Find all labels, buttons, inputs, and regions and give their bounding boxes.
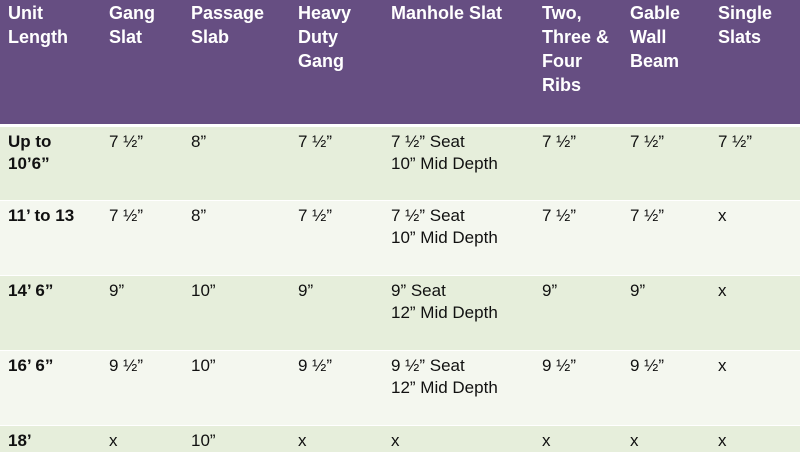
table-row <box>0 125 800 200</box>
table-cell: 10” <box>183 350 290 425</box>
header-ribs: Two, Three & Four Ribs <box>534 0 622 125</box>
header-single-slats: Single Slats <box>710 0 800 125</box>
header-unit-length: Unit Length <box>0 0 101 125</box>
header-gable-wall-beam: Gable Wall Beam <box>622 0 710 125</box>
table-body <box>0 125 800 452</box>
table-cell: 9 ½” <box>534 350 622 425</box>
row-label: 16’ 6” <box>0 350 101 425</box>
table-cell: 9” <box>290 275 383 350</box>
table-cell: 7 ½” <box>622 200 710 275</box>
table-cell: 7 ½” Seat 10” Mid Depth <box>383 200 534 275</box>
table-cell: 7 ½” <box>710 125 800 200</box>
table-cell: 7 ½” <box>534 125 622 200</box>
table-cell: 9” <box>534 275 622 350</box>
table-cell: 7 ½” <box>622 125 710 200</box>
table-cell: 9 ½” <box>622 350 710 425</box>
table-cell: 9 ½” Seat 12” Mid Depth <box>383 350 534 425</box>
table-header <box>0 0 800 125</box>
table-cell: 9 ½” <box>290 350 383 425</box>
header-manhole-slat: Manhole Slat <box>383 0 534 125</box>
table-cell: 10” <box>183 425 290 452</box>
table-cell: 7 ½” Seat 10” Mid Depth <box>383 125 534 200</box>
table-cell: 7 ½” <box>290 200 383 275</box>
table-row <box>0 350 800 425</box>
table-row <box>0 275 800 350</box>
row-label: 14’ 6” <box>0 275 101 350</box>
table-cell: x <box>534 425 622 452</box>
table-cell: x <box>290 425 383 452</box>
row-label: 11’ to 13 <box>0 200 101 275</box>
table-cell: 9” <box>622 275 710 350</box>
table-cell: 7 ½” <box>101 125 183 200</box>
header-passage-slab: Passage Slab <box>183 0 290 125</box>
table-cell: 9 ½” <box>101 350 183 425</box>
header-row <box>0 0 800 125</box>
table-cell: 8” <box>183 200 290 275</box>
header-heavy-duty-gang: Heavy Duty Gang <box>290 0 383 125</box>
table-cell: 7 ½” <box>534 200 622 275</box>
header-gang-slat: Gang Slat <box>101 0 183 125</box>
table-cell: 10” <box>183 275 290 350</box>
table-cell: x <box>622 425 710 452</box>
table-row <box>0 200 800 275</box>
table-cell: 7 ½” <box>101 200 183 275</box>
table-cell: x <box>710 200 800 275</box>
table-cell: 7 ½” <box>290 125 383 200</box>
row-label: 18’ <box>0 425 101 452</box>
table-cell: x <box>710 425 800 452</box>
table-cell: 9” <box>101 275 183 350</box>
table-cell: 8” <box>183 125 290 200</box>
table-cell: x <box>710 275 800 350</box>
table-cell: x <box>101 425 183 452</box>
row-label: Up to 10’6” <box>0 125 101 200</box>
table-cell: 9” Seat 12” Mid Depth <box>383 275 534 350</box>
table-cell: x <box>383 425 534 452</box>
table-cell: x <box>710 350 800 425</box>
